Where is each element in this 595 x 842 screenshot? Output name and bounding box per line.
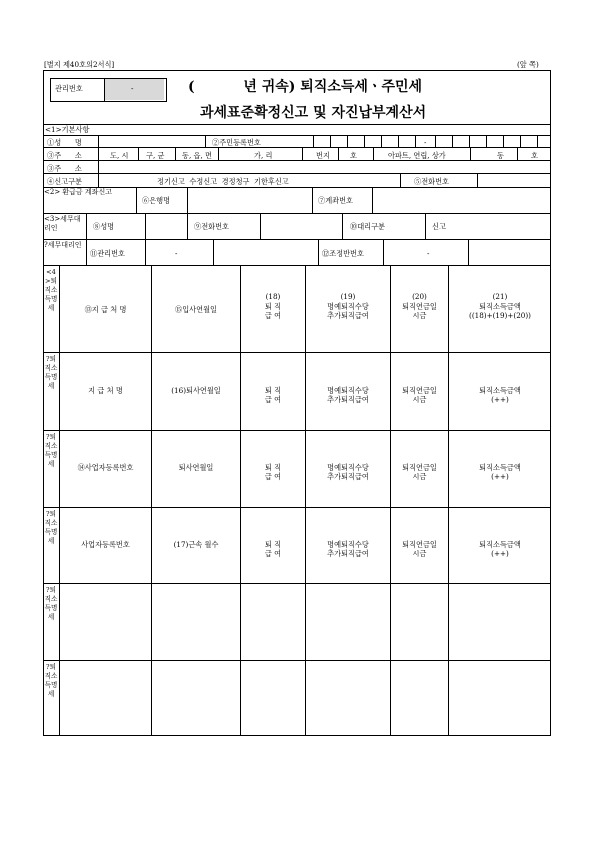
block1-col2: ⑮입사연월일 <box>175 305 217 314</box>
block2-col5: 퇴직연금일 시금 <box>402 386 437 404</box>
account-label: ⑦계좌번호 <box>318 196 353 205</box>
adjust-label: ⑫조정반번호 <box>322 249 364 258</box>
block4-col3: 퇴 직 급 여 <box>264 540 282 558</box>
block3-col2: 퇴사연월일 <box>178 463 214 472</box>
block6-side: ?퇴직소득명세 <box>44 663 58 698</box>
addr-apt-ho: 호 <box>531 151 538 160</box>
phone-label: ⑤전화번호 <box>414 177 449 186</box>
rrn-label: ②주민등록번호 <box>212 138 261 147</box>
block4-col2: (17)근속 월수 <box>173 540 219 549</box>
block1-col3-no: (18) <box>265 292 281 301</box>
page-side: (앞 쪽) <box>517 60 539 69</box>
block3-col6: 퇴직소득금액 (++) <box>479 463 521 481</box>
block3-col1: ⑭사업자등록번호 <box>77 463 134 472</box>
adjust-dash: - <box>427 249 430 258</box>
title-line1: ( 년 귀속) 퇴직소득세ㆍ주민세 <box>188 79 423 95</box>
block3-side: ?퇴직소득명세 <box>44 433 58 468</box>
addr-gu: 구, 군 <box>146 151 165 160</box>
addr-bunji: 번지 <box>316 151 330 160</box>
block1-col6-no: (21) <box>492 292 508 301</box>
title-line2: 과세표준확정신고 및 자진납부계산서 <box>200 105 427 121</box>
addr-apt-dong: 동 <box>497 151 504 160</box>
block5-side: ?퇴직소득명세 <box>44 586 58 621</box>
agent-phone-label: ⑨전화번호 <box>194 222 229 231</box>
block1-col5: 퇴직연금일 시금 <box>402 302 437 320</box>
section-refund: <2> 환급금 계좌신고 <box>44 188 112 196</box>
rrn-dash: - <box>424 138 427 147</box>
block4-side: ?퇴직소득명세 <box>44 510 58 545</box>
address-label: ③주 소 <box>47 151 82 160</box>
block2-col3: 퇴 직 급 여 <box>264 386 282 404</box>
bank-label: ⑥은행명 <box>142 196 171 205</box>
block4-col6: 퇴직소득금액 (++) <box>479 540 521 558</box>
addr-ho: 호 <box>350 151 357 160</box>
address2-label: ③주 소 <box>47 164 82 173</box>
block1-side: <4>퇴직소득명세 <box>44 268 58 312</box>
block1-col4: 명예퇴직수당 추가퇴직급여 <box>327 302 369 320</box>
agent-mgmt-dash: - <box>175 249 178 258</box>
addr-ga: 가, 리 <box>254 151 273 160</box>
block1-col5-no: (20) <box>412 292 427 301</box>
addr-apt: 아파트, 연립, 상가 <box>388 151 446 160</box>
block4-col5: 퇴직연금일 시금 <box>402 540 437 558</box>
addr-dong: 동, 읍, 면 <box>182 151 212 160</box>
block2-side: ?퇴직소득명세 <box>44 355 58 390</box>
agent-name-label: ⑧성명 <box>93 222 115 231</box>
addr-do: 도, 시 <box>110 151 129 160</box>
agent-mgmt-label: ⑪관리번호 <box>90 249 125 258</box>
agent-type-label: ⑩대리구분 <box>350 222 385 231</box>
filing-type-label: ④신고구분 <box>47 177 82 186</box>
block1-col3: 퇴 직 급 여 <box>264 302 282 320</box>
section-basic: <1>기본사항 <box>45 125 90 134</box>
section-agent2: ?세무대리인 <box>44 241 82 249</box>
block4-col4: 명예퇴직수당 추가퇴직급여 <box>327 540 369 558</box>
block3-col5: 퇴직연금일 시금 <box>402 463 437 481</box>
filing-type-options: 정기신고 수정신고 경정청구 기한후신고 <box>157 177 289 186</box>
section-agent: <3>세무대리인 <box>44 215 81 232</box>
block3-col4: 명예퇴직수당 추가퇴직급여 <box>327 463 369 481</box>
block1-col1: ⑬지 급 처 명 <box>84 305 127 314</box>
agent-type-value: 신고 <box>432 222 446 231</box>
block4-col1: 사업자등록번호 <box>81 540 130 549</box>
block1-col4-no: (19) <box>340 292 356 301</box>
mgmt-no-value: - <box>131 84 134 93</box>
block1-col6: 퇴직소득금액 ((18)+(19)+(20)) <box>469 302 531 320</box>
block2-col6: 퇴직소득금액 (++) <box>479 386 521 404</box>
mgmt-no-label: 관리번호 <box>55 84 83 93</box>
name-label: ①성 명 <box>47 138 82 147</box>
form-number: [별지 제40호의2서식] <box>44 60 115 69</box>
block2-col4: 명예퇴직수당 추가퇴직급여 <box>327 386 369 404</box>
block3-col3: 퇴 직 급 여 <box>264 463 282 481</box>
block2-col2: (16)퇴사연월일 <box>171 386 221 395</box>
block2-col1: 지 급 처 명 <box>88 386 123 395</box>
